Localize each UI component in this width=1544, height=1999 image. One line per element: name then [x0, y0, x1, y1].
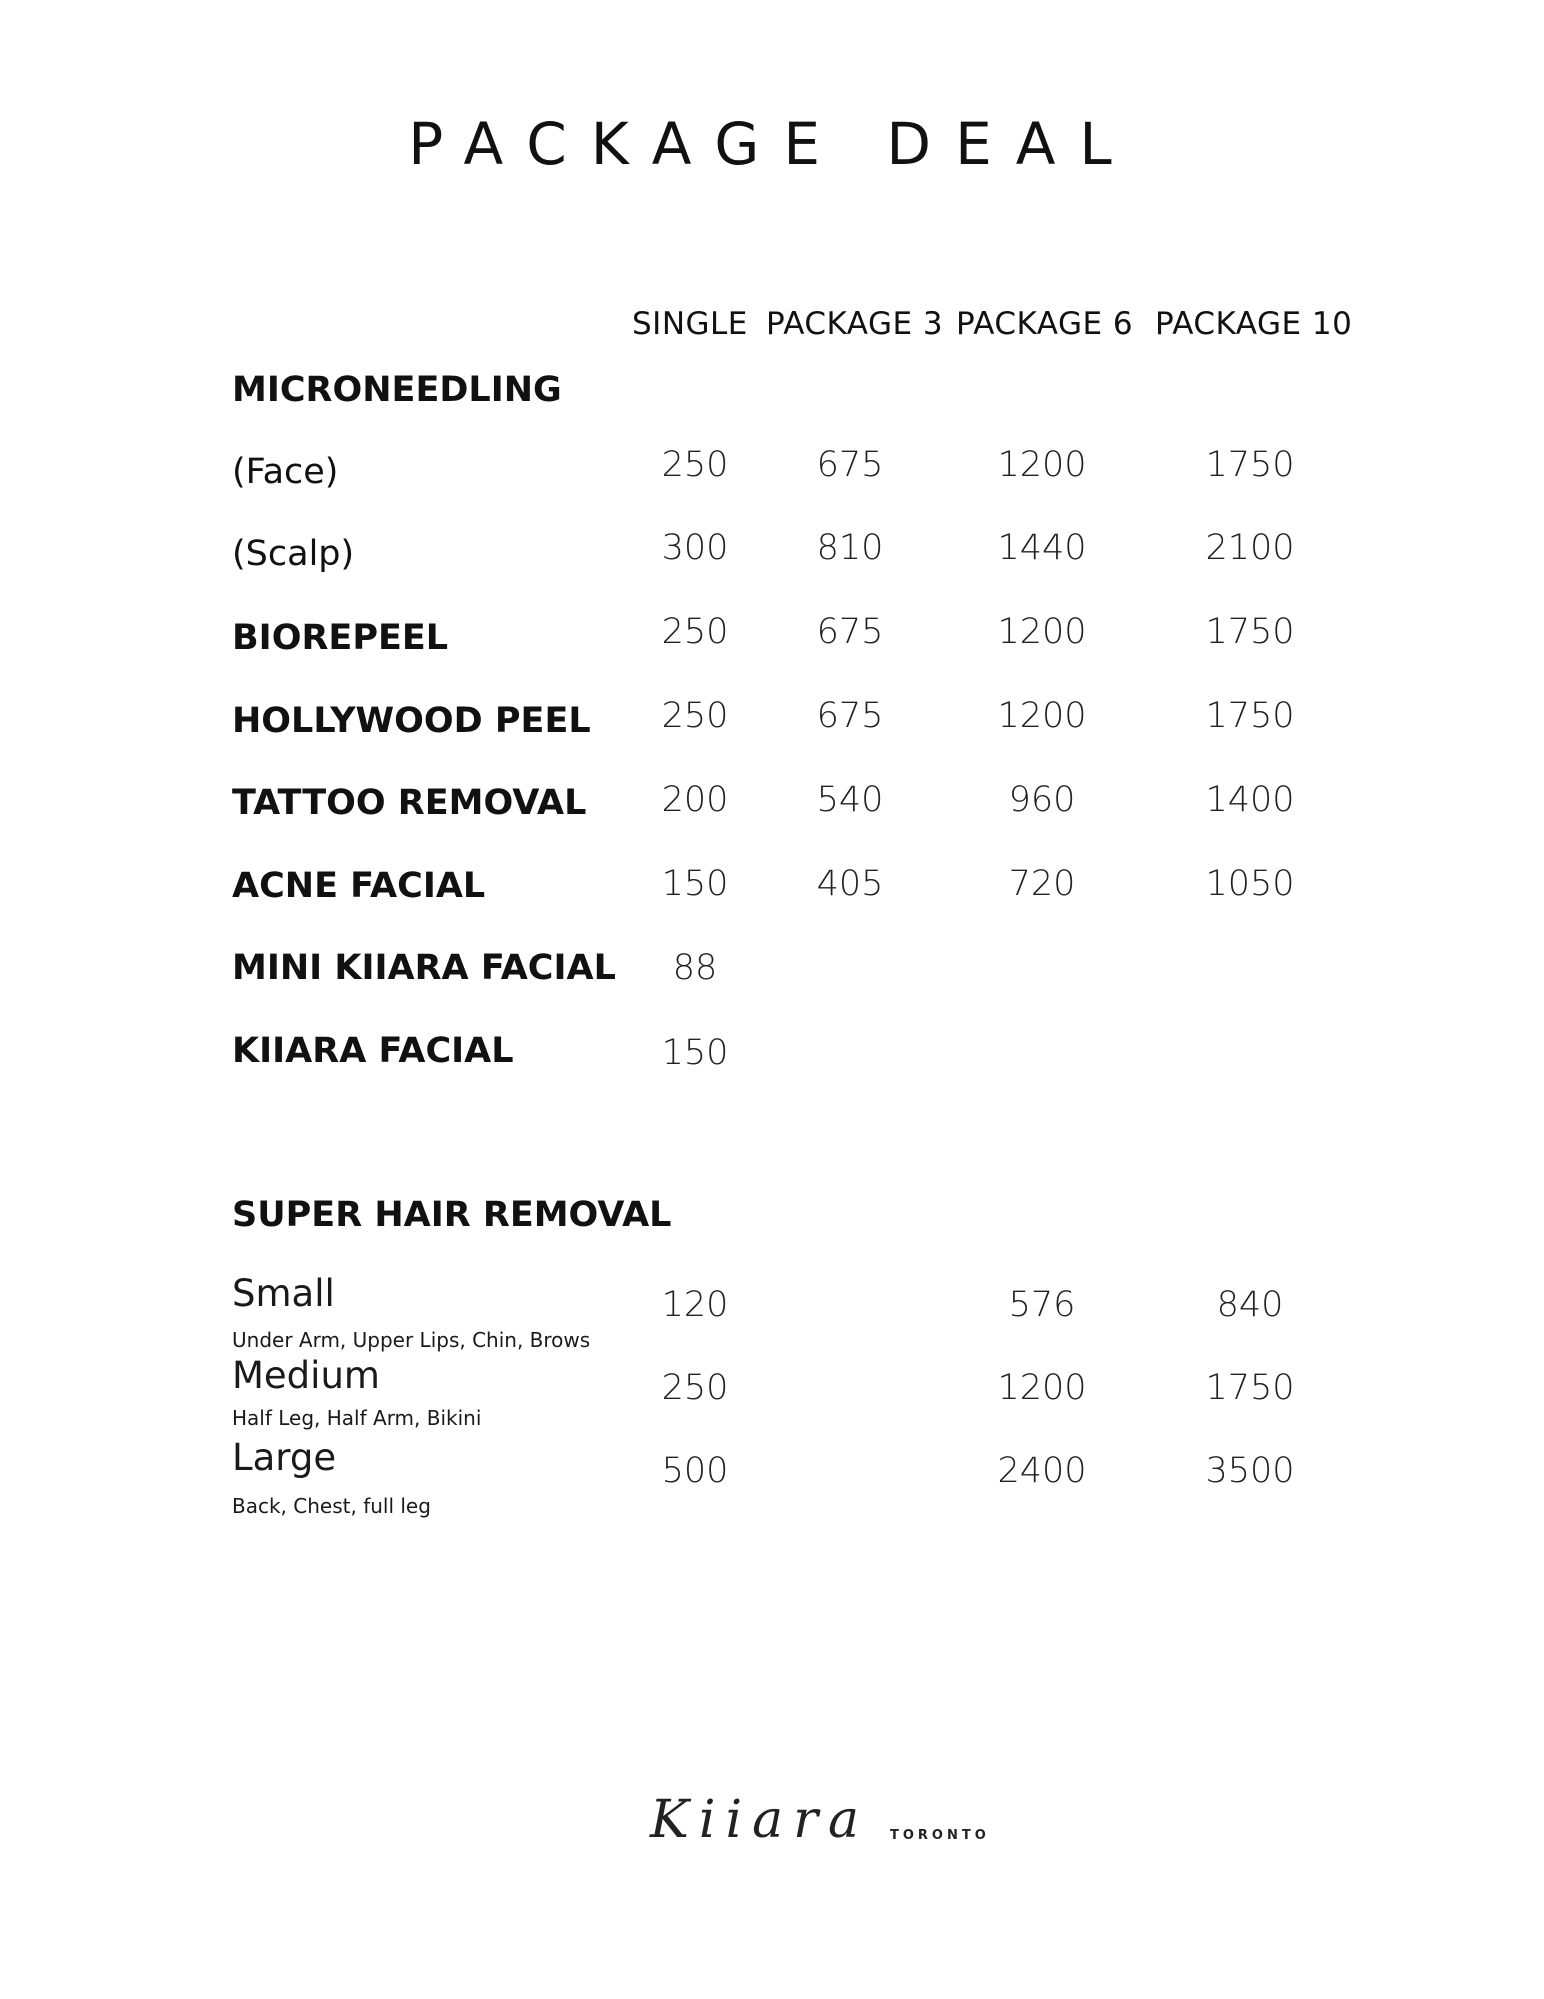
price-single: 150	[661, 1033, 729, 1073]
price-package-10: 2100	[1205, 528, 1295, 568]
price-package-3: 675	[816, 612, 884, 652]
row-description: Under Arm, Upper Lips, Chin, Brows	[232, 1328, 591, 1352]
price-package-10: 1750	[1205, 445, 1295, 485]
price-package-10: 840	[1216, 1285, 1284, 1325]
row-label-mini-kiiara-facial: MINI KIIARA FACIAL	[232, 948, 616, 988]
price-single: 250	[661, 445, 729, 485]
price-single: 250	[661, 1368, 729, 1408]
row-label-large: Large	[232, 1436, 337, 1479]
row-label-tattoo-removal: TATTOO REMOVAL	[232, 783, 587, 823]
row-label-medium: Medium	[232, 1354, 380, 1397]
row-description: Half Leg, Half Arm, Bikini	[232, 1406, 482, 1430]
kiiara-logo	[650, 1790, 990, 1860]
column-header-package-6: PACKAGE 6	[956, 306, 1134, 342]
row-label-small: Small	[232, 1272, 335, 1315]
price-single: 150	[661, 864, 729, 904]
price-single: 200	[661, 780, 729, 820]
price-single: 120	[661, 1285, 729, 1325]
logo-city: TORONTO	[890, 1828, 990, 1843]
price-package-6: 1200	[997, 612, 1087, 652]
row-description: Back, Chest, full leg	[232, 1494, 431, 1518]
price-package-3: 675	[816, 445, 884, 485]
price-package-3: 675	[816, 696, 884, 736]
row-label-hollywood-peel: HOLLYWOOD PEEL	[232, 701, 591, 741]
column-header-single: SINGLE	[632, 306, 748, 342]
price-package-10: 1750	[1205, 696, 1295, 736]
row-label-face: (Face)	[232, 452, 339, 492]
price-package-6: 1200	[997, 1368, 1087, 1408]
price-single: 250	[661, 696, 729, 736]
price-package-10: 1050	[1205, 864, 1295, 904]
page-title: PACKAGE DEAL	[408, 110, 1136, 178]
price-single: 250	[661, 612, 729, 652]
price-package-10: 3500	[1205, 1451, 1295, 1491]
price-package-3: 540	[816, 780, 884, 820]
row-label-kiiara-facial: KIIARA FACIAL	[232, 1031, 514, 1071]
price-package-10: 1400	[1205, 780, 1295, 820]
section-header-microneedling: MICRONEEDLING	[232, 370, 562, 410]
price-package-6: 576	[1008, 1285, 1076, 1325]
row-label-biorepeel: BIOREPEEL	[232, 618, 449, 658]
column-header-package-10: PACKAGE 10	[1155, 306, 1353, 342]
row-label-scalp: (Scalp)	[232, 534, 355, 574]
price-package-6: 1200	[997, 696, 1087, 736]
price-package-6: 2400	[997, 1451, 1087, 1491]
price-package-3: 810	[816, 528, 884, 568]
price-package-6: 1200	[997, 445, 1087, 485]
section-header-super-hair-removal: SUPER HAIR REMOVAL	[232, 1195, 672, 1235]
price-package-6: 720	[1008, 864, 1076, 904]
price-package-6: 960	[1008, 780, 1076, 820]
row-label-acne-facial: ACNE FACIAL	[232, 866, 486, 906]
price-package-10: 1750	[1205, 1368, 1295, 1408]
price-single: 500	[661, 1451, 729, 1491]
column-header-package-3: PACKAGE 3	[766, 306, 944, 342]
logo-wordmark: Kiiara	[650, 1790, 869, 1850]
price-package-6: 1440	[997, 528, 1087, 568]
price-single: 300	[661, 528, 729, 568]
price-package-10: 1750	[1205, 612, 1295, 652]
price-single: 88	[672, 948, 718, 988]
price-package-3: 405	[816, 864, 884, 904]
